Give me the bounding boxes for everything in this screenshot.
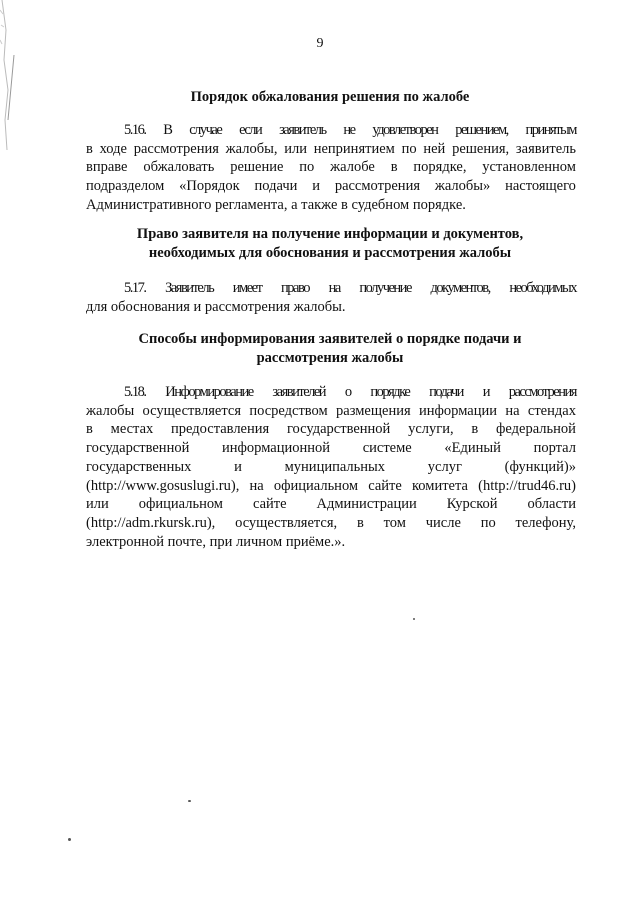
paragraph-5-17: [86, 279, 576, 316]
paragraph-line: электронной почте, при личном приёме.».: [86, 533, 346, 550]
paragraph-line: вправе обжаловать решение по жалобе в порядке, установленном: [86, 159, 576, 176]
scan-speck: [413, 618, 415, 620]
paragraph-5-16: [86, 121, 576, 215]
paragraph-line: государственной информационной системе «Единый портал: [86, 440, 576, 457]
page-number: 9: [316, 36, 324, 51]
paragraph-line: (http://adm.rkursk.ru), осуществляется, в том числе по телефону,: [86, 514, 576, 531]
scan-speck: [188, 800, 191, 802]
heading-line: Право заявителя на получение информации и документов,: [136, 226, 524, 242]
paragraph-line: или официальном сайте Администрации Курской области: [86, 496, 576, 513]
paragraph-line: 5.18. Информирование заявителей о порядке подачи и рассмотрения: [124, 384, 576, 400]
paragraph-line: 5.17. Заявитель имеет право на получение документов, необходимых: [124, 280, 576, 296]
heading-line: Порядок обжалования решения по жалобе: [190, 89, 470, 105]
paragraph-line: (http://www.gosuslugi.ru), на официальном сайте комитета (http://trud46.ru): [86, 477, 576, 494]
paragraph-line: 5.16. В случае если заявитель не удовлетворен решением, принятым: [124, 122, 576, 138]
paragraph-line: государственных и муниципальных услуг (функций)»: [86, 458, 576, 475]
heading-line: Способы информирования заявителей о порядке подачи и: [138, 331, 522, 347]
section-heading-informing-methods: [80, 330, 580, 368]
section-heading-right-to-information: [80, 225, 580, 263]
paragraph-line: в местах предоставления государственной услуги, в федеральной: [86, 421, 576, 438]
scan-edge-artifact: [0, 0, 30, 150]
paragraph-5-18: [86, 383, 576, 551]
heading-line: необходимых для обоснования и рассмотрения жалобы: [148, 245, 512, 261]
paragraph-line: жалобы осуществляется посредством размещения информации на стендах: [86, 402, 576, 419]
section-heading-appeal: [80, 88, 580, 107]
heading-line: рассмотрения жалобы: [256, 350, 404, 366]
scan-speck: [68, 838, 71, 841]
paragraph-line: Административного регламента, а также в судебном порядке.: [86, 196, 466, 213]
paragraph-line: для обоснования и рассмотрения жалобы.: [86, 298, 346, 315]
paragraph-line: подразделом «Порядок подачи и рассмотрения жалобы» настоящего: [86, 178, 576, 195]
paragraph-line: в ходе рассмотрения жалобы, или непринятием по ней решения, заявитель: [86, 140, 576, 157]
